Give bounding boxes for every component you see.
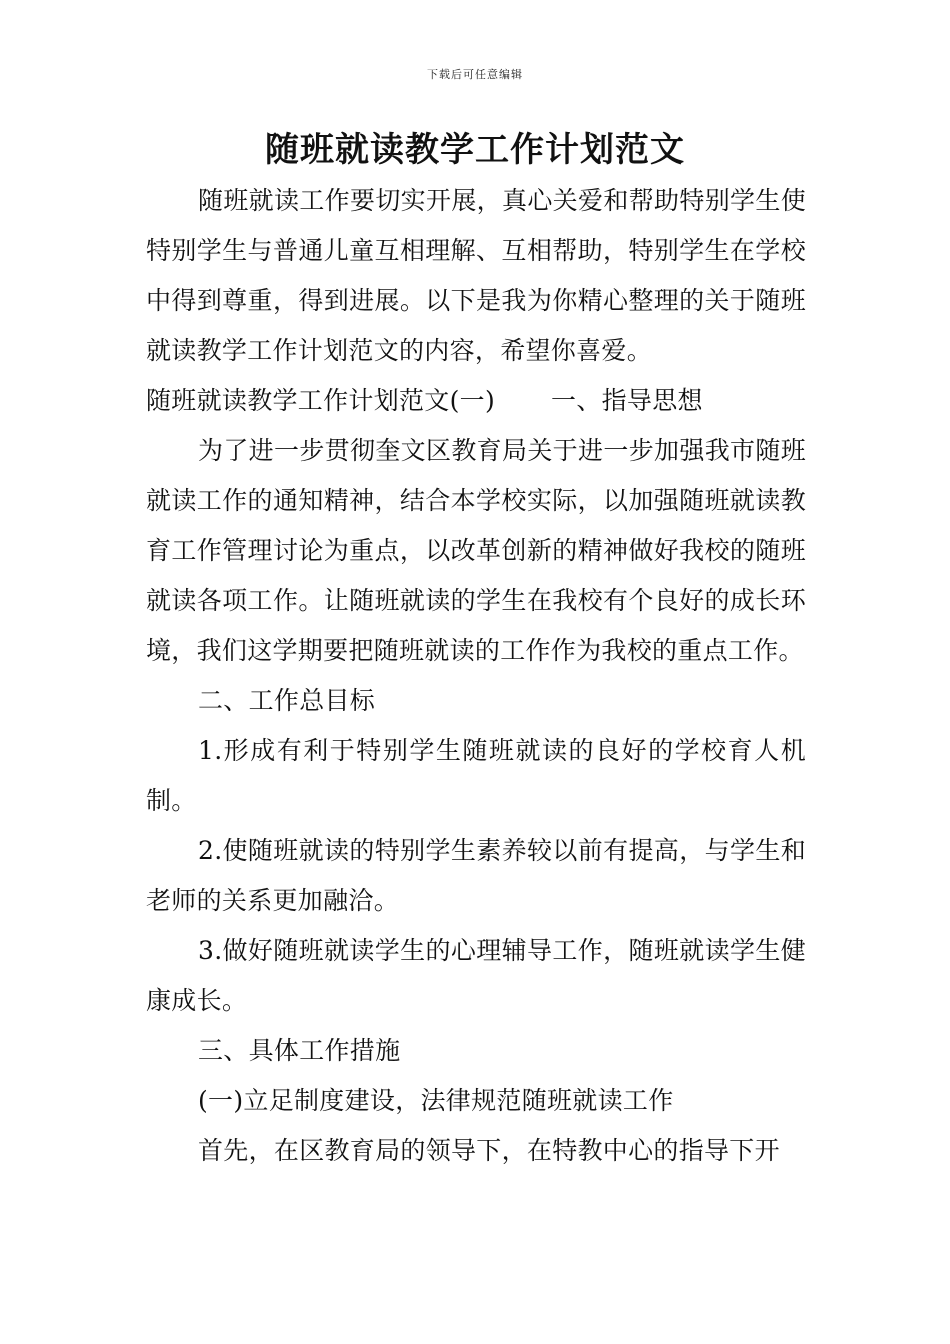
page-header-note: 下载后可任意编辑 [427,68,523,81]
section-title-line [146,376,806,426]
heading-guiding-thought: 一、指导思想 [551,386,703,415]
subheading-system-building: (一)立足制度建设，法律规范随班就读工作 [198,1086,674,1115]
intro-paragraph: 随班就读工作要切实开展，真心关爱和帮助特别学生使特别学生与普通儿童互相理解、互相帮助，特别学生在学校中得到尊重，得到进展。以下是我为你精心整理的关于随班就读教学工作计划范文的内容，希望你喜爱。 [146,186,806,365]
measures-paragraph: 首先，在区教育局的领导下，在特教中心的指导下开 [198,1136,780,1165]
heading-overall-goals: 二、工作总目标 [198,686,376,715]
section-title: 随班就读教学工作计划范文(一) [146,386,496,415]
heading-specific-measures: 三、具体工作措施 [198,1036,401,1065]
goal-item-1: 1.形成有利于特别学生随班就读的良好的学校育人机制。 [146,736,806,815]
document-body [146,176,806,1176]
goal-item-2: 2.使随班就读的特别学生素养较以前有提高，与学生和老师的关系更加融洽。 [146,836,806,915]
goal-item-3: 3.做好随班就读学生的心理辅导工作，随班就读学生健康成长。 [146,936,806,1015]
document-title: 随班就读教学工作计划范文 [265,130,685,170]
guiding-thought-paragraph: 为了进一步贯彻奎文区教育局关于进一步加强我市随班就读工作的通知精神，结合本学校实际，以加强随班就读教育工作管理讨论为重点，以改革创新的精神做好我校的随班就读各项工作。让随班就读的学生在我校有个良好的成长环境，我们这学期要把随班就读的工作作为我校的重点工作。 [146,436,806,665]
